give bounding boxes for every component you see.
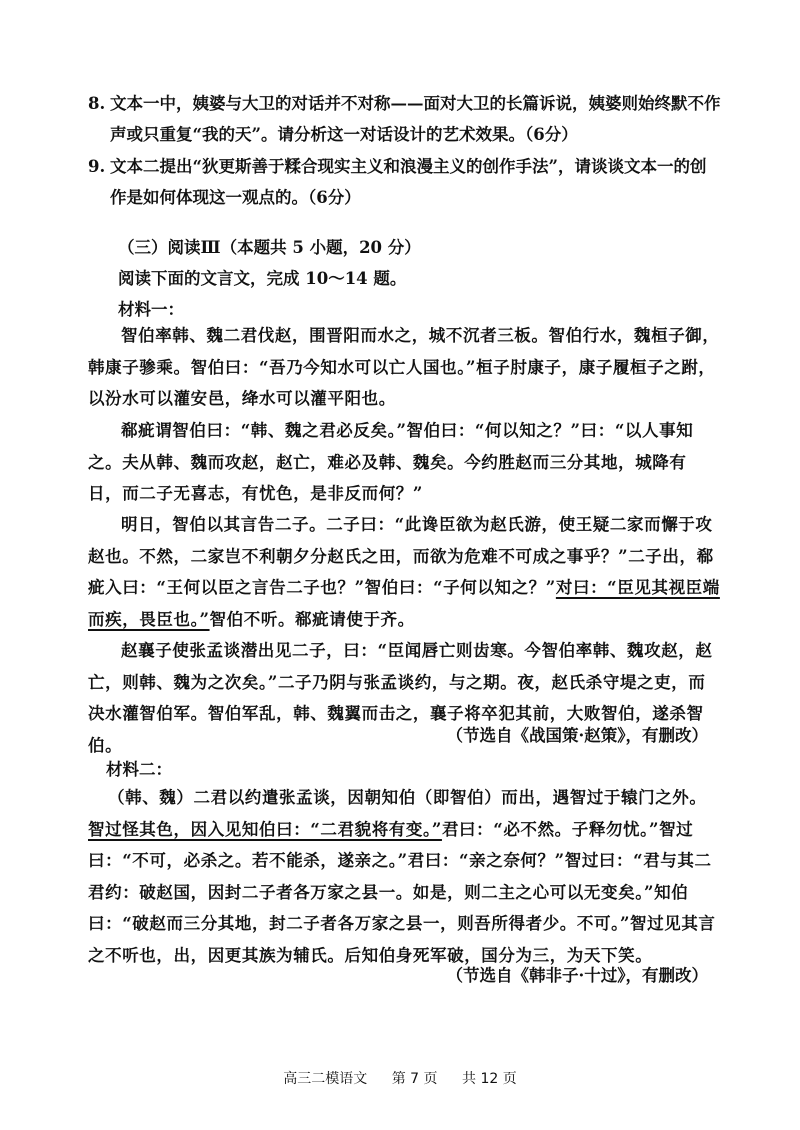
question-number: 9. [88,157,106,176]
question-text-line1: 文本二提出“狄更斯善于糅合现实主义和浪漫主义的创作手法”，请谈谈文本一的创 [110,157,707,176]
question-8 [88,88,728,150]
footer-subject: 高三二模语文 [283,1071,368,1087]
underlined-sentence: 智过怪其色，因入见知伯曰：“二君貌将有变。” [88,819,442,839]
material1-paragraph-1: 智伯率韩、魏二君伐赵，围晋阳而水之，城不沉者三板。智伯行水，魏桓子御，韩康子骖乘。智伯曰：“吾乃今知水可以亡人国也。”桓子肘康子，康子履桓子之跗，以汾水可以灌安邑，绛水可以灌平阳也。 [88,326,720,409]
material1-paragraph-2: 郗疵谓智伯曰：“韩、魏之君必反矣。”智伯曰：“何以知之？”曰：“以人事知之。夫从韩、魏而攻赵，赵亡，难必及韩、魏矣。今约胜赵而三分其地，城降有日，而二子无喜志，有忧色，是非反而何？” [88,421,694,504]
underlined-sentence: 对曰：“臣见其视臣端而疾，畏臣也。” [88,578,720,629]
material1-label: 材料一： [118,300,184,319]
material1-paragraph-3 [88,509,720,635]
material2-paragraph-1 [88,782,720,972]
paragraph-text: 智伯不听。郗疵请使于齐。 [209,609,415,629]
section-title: （三）阅读Ⅲ（本题共 5 小题，20 分） [118,238,421,257]
question-number: 8. [88,94,106,113]
material2-source: （节选自《韩非子·十过》，有删改） [446,966,708,985]
paragraph-text: （韩、魏）二君以约遣张孟谈，因朝知伯（即智伯）而出，遇智过于辕门之外。 [108,788,707,807]
question-text-line1: 文本一中，姨婆与大卫的对话并不对称——面对大卫的长篇诉说，姨婆则始终默不作 [110,94,721,113]
material1-paragraph-4: 赵襄子使张孟谈潜出见二子，曰：“臣闻唇亡则齿寒。今智伯率韩、魏攻赵，赵亡，则韩、魏为之次矣。”二子乃阴与张孟谈约，与之期。夜，赵氏杀守堤之吏，而决水灌智伯军。智伯军乱，韩、魏翼而击之，襄子将卒犯其前，大败智伯，遂杀智伯。 [88,641,713,755]
section-instruction: 阅读下面的文言文，完成 10～14 题。 [118,269,407,288]
footer-total-pages: 共 12 页 [462,1071,517,1087]
material1-source: （节选自《战国策·赵策》，有删改） [446,726,708,745]
page-footer [0,1068,800,1088]
material2-label: 材料二： [106,760,172,779]
question-text-line2: 声或只重复“我的天”。请分析这一对话设计的艺术效果。（6分） [110,125,578,144]
paragraph-text: 明日，智伯以其言告二子。二子曰：“此谗臣欲为赵氏游，使王疑二家而懈于攻赵也。不然，二家岂不利朝夕分赵氏之田，而欲为危难不可成之事乎？”二子出，郗疵入曰：“王何以臣之言告二子也？”智伯曰：“子何以知之？” [88,515,714,598]
question-9 [88,151,728,213]
footer-page-number: 第 7 页 [391,1071,438,1087]
paragraph-text: 君曰：“必不然。子释勿忧。”智过曰：“不可，必杀之。若不能杀，遂亲之。”君曰：“亲之奈何？”智过曰：“君与其二君约：破赵国，因封二子者各万家之县一。如是，则二主之心可以无变矣。”知伯曰：“破赵而三分其地，封二子者各万家之县一，则吾所得者少。不可。”智过见其言之不听也，出，因更其族为辅氏。后知伯身死军破，国分为三，为天下笑。 [88,819,716,965]
question-text-line2: 作是如何体现这一观点的。（6分） [110,188,361,207]
